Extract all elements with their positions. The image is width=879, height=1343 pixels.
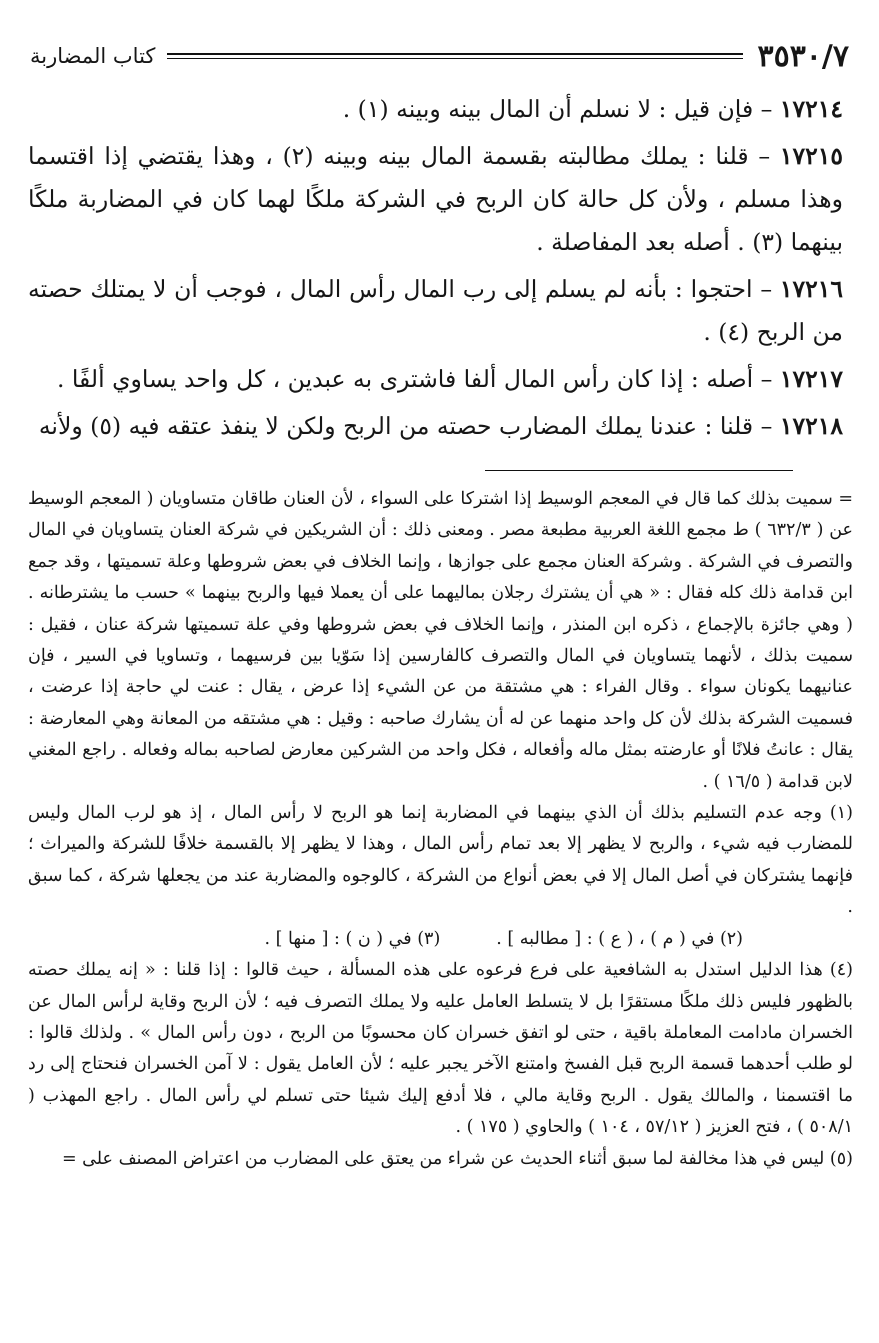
footnote-row-2-3: [28, 924, 853, 955]
footnotes: [28, 484, 853, 1175]
paragraph-text: – قلنا : يملك مطالبته بقسمة المال بينه وبينه (٢) ، وهذا يقتضي إذا اقتسما وهذا مسلم ، ولأن كل حالة كان الربح في الشركة ملكًا لهما كان في المضاربة ملكًا بينهما (٣) . أصله بعد المفاصلة .: [28, 142, 843, 256]
book-title: كتاب المضاربة: [30, 44, 156, 68]
footnote-4: (٤) هذا الدليل استدل به الشافعية على فرع فرعوه على هذه المسألة ، حيث قالوا : إذا قلنا : « إنه يملك حصته بالظهور فليس ذلك ملكًا مستقرًا بل لا يتسلط العامل عليه ولا يملك التصرف فيه ؛ لأن الربح وقاية لرأس المال عن الخسران مادامت المعاملة باقية ، حتى لو اتفق خسران كان محسوبًا من الربح ، دون رأس المال » . ولذلك قالوا : لو طلب أحدهما قسمة الربح قبل الفسخ وامتنع الآخر يجبر عليه ؛ لأن العامل يقول : لا آمن الخسران فنحتاج إلى رد ما اقتسمنا ، والمالك يقول . الربح وقاية مالي ، فلا أدفع إليك شيئا حتى تسلم لي رأس المال . راجع المهذب ( ٥٠٨/١ ) ، فتح العزيز ( ٥٧/١٢ ، ١٠٤ ) والحاوي ( ١٧٥ ) .: [28, 960, 853, 1138]
paragraph-number: ١٧٢١٧: [779, 365, 843, 393]
main-text: [28, 88, 843, 452]
header-rule: [167, 53, 743, 59]
page-header: [30, 36, 849, 76]
paragraph-number: ١٧٢١٤: [779, 95, 843, 123]
paragraph-17215: [28, 135, 843, 264]
footnote-3: (٣) في ( ن ) : [ منها ] .: [264, 928, 441, 949]
paragraph-17216: [28, 268, 843, 354]
footnote-5: (٥) ليس في هذا مخالفة لما سبق أثناء الحديث عن شراء من يعتق على المضارب من اعتراض المصنف على =: [61, 1148, 853, 1169]
footnote-1: (١) وجه عدم التسليم بذلك أن الذي بينهما في المضاربة إنما هو الربح لا رأس المال ، إذ هو لرب المال وليس للمضارب فيه شيء ، والربح لا يظهر إلا بعد تمام رأس المال ، وهذا لا يظهر إلا بالقسمة خلافًا للشركة والميراث ؛ فإنهما يشتركان في أصل المال إلا في بعض أنواع من الشركة ، كالوجوه والمضاربة عند من يجعلها شركة ، كما سبق .: [28, 803, 853, 918]
footnote-2: (٢) في ( م ) ، ( ع ) : [ مطالبه ] .: [496, 928, 743, 949]
paragraph-text: – احتجوا : بأنه لم يسلم إلى رب المال رأس المال ، فوجب أن لا يمتلك حصته من الربح (٤) .: [28, 275, 843, 346]
paragraph-number: ١٧٢١٥: [779, 142, 843, 170]
paragraph-17214: [28, 88, 843, 131]
paragraph-17217: [28, 358, 843, 401]
paragraph-text: – فإن قيل : لا نسلم أن المال بينه وبينه (١) .: [342, 95, 780, 123]
paragraph-17218: [28, 405, 843, 448]
paragraph-text: – قلنا : عندنا يملك المضارب حصته من الربح ولكن لا ينفذ عتقه فيه (٥) ولأنه: [38, 412, 780, 440]
paragraph-number: ١٧٢١٦: [779, 275, 843, 303]
paragraph-number: ١٧٢١٨: [779, 412, 843, 440]
footnote-separator: [485, 470, 793, 471]
footnote-continuation: = سميت بذلك كما قال في المعجم الوسيط إذا اشتركا على السواء ، لأن العنان طاقان متساويان ( المعجم الوسيط عن ( ٦٣٢/٣ ) ط مجمع اللغة العربية مطبعة مصر . ومعنى ذلك : أن الشريكين في شركة العنان يتساويان في المال والتصرف في الشركة . وشركة العنان مجمع على جوازها ، وإنما الخلاف في بعض شروطها وعلة تسميتها ، وقد جمع ابن قدامة ذلك كله فقال : « هي أن يشترك رجلان بماليهما على أن يعملا فيها والربح بينهما » حسب ما يشترطانه . ( وهي جائزة بالإجماع ، ذكره ابن المنذر ، وإنما الخلاف في بعض شروطها وفي علة تسميتها شركة عنان ، فقيل : سميت بذلك ، لأنهما يتساويان في المال والتصرف كالفارسين إذا سَوّيا بين فرسيهما ، وتساويا في السير ، فإن عنانيهما يكونان سواء . وقال الفراء : هي مشتقة من عن الشيء إذا عرض ، يقال : عنت لي حاجة إذا عرضت ، فسميت الشركة بذلك لأن كل واحد منهما عن له أن يشارك صاحبه : وقيل : هي مشتقه من المعانة وهي المعارضة : يقال : عانتُ فلانًا أو عارضته بمثل ماله وأفعاله ، فكل واحد من الشركين معارض لصاحبه بماله وفعاله . راجع المغني لابن قدامة ( ١٦/٥ ) .: [28, 489, 853, 792]
paragraph-text: – أصله : إذا كان رأس المال ألفا فاشترى به عبدين ، كل واحد يساوي ألفًا .: [56, 365, 780, 393]
page-number: ٣٥٣٠/٧: [757, 38, 849, 74]
